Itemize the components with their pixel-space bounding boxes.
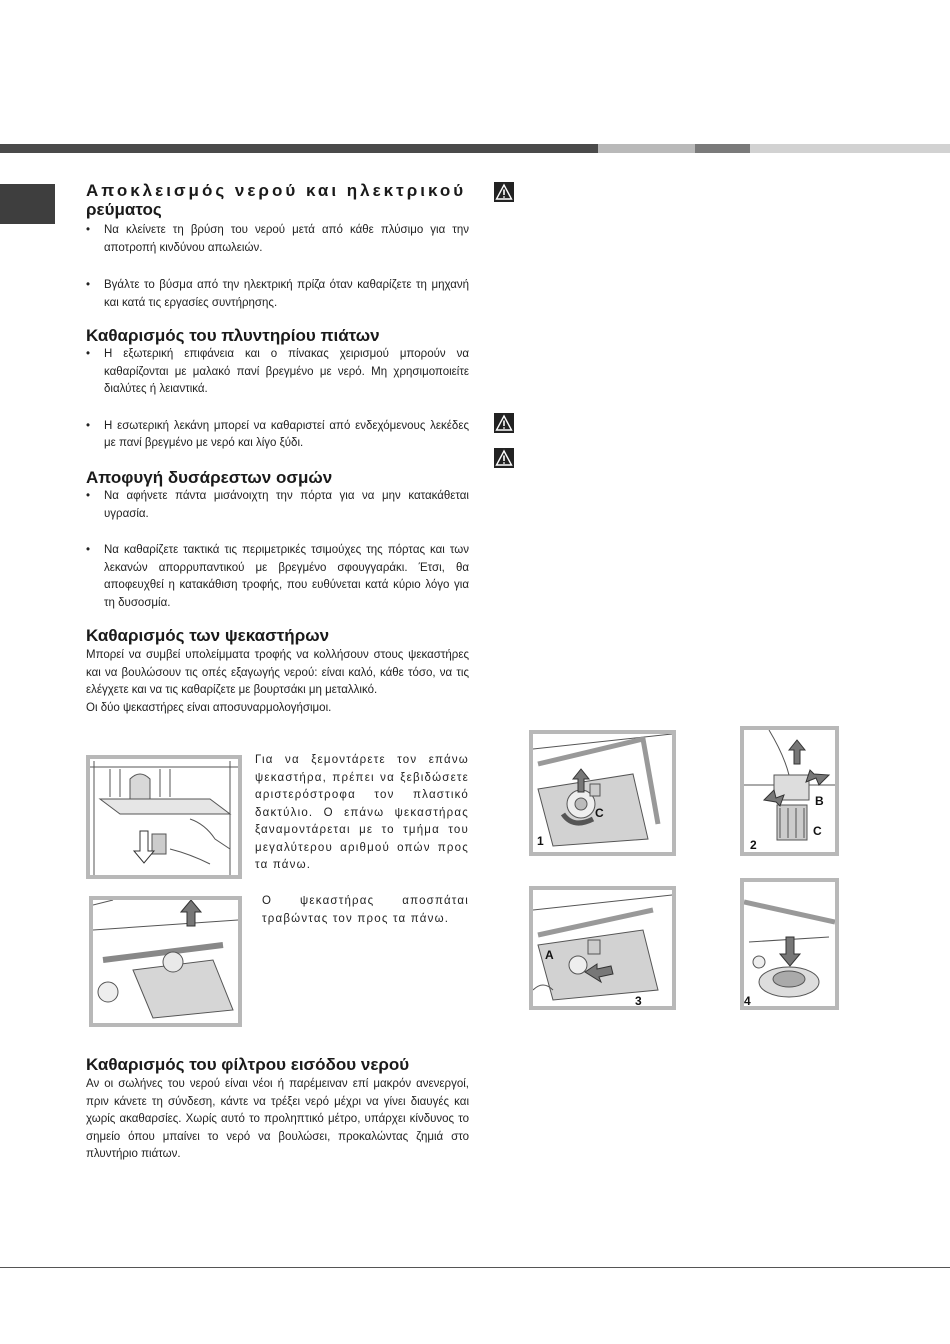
bullet-item: • Να αφήνετε πάντα μισάνοιχτη την πόρτα για να μην κατακάθεται υγρασία. xyxy=(86,488,469,523)
upper-arm-instructions: Για να ξεμοντάρετε τον επάνω ψεκαστήρα, πρέπει να ξεβιδώσετε αριστερόστροφα τον πλαστικό δακτύλιο. Ο επάνω ψεκαστήρας ξαναμοντάρεται με το τμήμα του μεγαλύτερου αριθμού οπών προς τα πάνω. xyxy=(255,754,469,871)
upper-arm-text-block xyxy=(255,752,469,875)
section-odours xyxy=(86,468,469,612)
section-tab xyxy=(0,184,55,224)
section-inlet-filter xyxy=(86,1055,469,1164)
body-paragraph: Αν οι σωλήνες του νερού είναι νέοι ή παρέμειναν επί μακρόν ανενεργοί, πριν κάνετε τη σύνδεση, κάντε να τρέξει νερό μέχρι να γίνει διαυγές και χωρίς ακαθαρσίες. Χωρίς αυτό το προληπτικό μέτρο, υπάρχει κίνδυνος το σημείο όπου μπαίνει το νερό να βουλώσει, προκαλώντας ζημιά στο πλυντήριο πιάτων. xyxy=(86,1078,469,1160)
header-bar xyxy=(0,144,950,153)
warning-triangle-icon xyxy=(494,448,514,468)
section-title: Καθαρισμός του πλυντηρίου πιάτων xyxy=(86,326,380,345)
body-paragraph: Μπορεί να συμβεί υπολείμματα τροφής να κολλήσουν στους ψεκαστήρες και να βουλώσουν τις οπές εξαγωγής νερού: είναι καλό, κάθε τόσο, να τις ελέγχετε και να τις καθαρίζετε με βουρτσάκι μη μεταλλικό. xyxy=(86,649,469,696)
bullet-item: • Να κλείνετε τη βρύση του νερού μετά από κάθε πλύσιμο για την αποτροπή κινδύνου απωλειών. xyxy=(86,222,469,257)
header-bar-light xyxy=(598,144,695,153)
lower-arm-instructions: Ο ψεκαστήρας αποσπάται τραβώντας τον προς τα πάνω. xyxy=(262,895,469,925)
figure-1 xyxy=(529,730,676,856)
body-paragraph: Οι δύο ψεκαστήρες είναι αποσυναρμολογήσιμοι. xyxy=(86,701,332,714)
bullet-item: • Η εσωτερική λεκάνη μπορεί να καθαριστεί από ενδεχόμενους λεκέδες με πανί βρεγμένο με νερό και λίγο ξύδι. xyxy=(86,418,469,453)
header-bar-dark xyxy=(0,144,598,153)
section-title: Καθαρισμός των ψεκαστήρων xyxy=(86,626,330,645)
section-title: Αποφυγή δυσάρεστων οσμών xyxy=(86,468,333,487)
figure-letter-c: C xyxy=(813,824,822,838)
header-bar-pale xyxy=(750,144,950,153)
footer-rule xyxy=(0,1267,950,1268)
bullet-item: • Βγάλτε το βύσμα από την ηλεκτρική πρίζα όταν καθαρίζετε τη μηχανή και κατά τις εργασίες συντήρησης. xyxy=(86,277,469,312)
figure-3 xyxy=(529,886,676,1010)
section-title: Καθαρισμός του φίλτρου εισόδου νερού xyxy=(86,1055,410,1074)
header-bar-mid xyxy=(695,144,750,153)
section-title: Αποκλεισμός νερού και ηλεκτρικού xyxy=(86,181,467,200)
warning-triangle-icon xyxy=(494,413,514,433)
section-shutoff xyxy=(86,181,469,312)
section-spray-arms xyxy=(86,626,469,717)
figure-4 xyxy=(740,878,839,1010)
figure-2 xyxy=(740,726,839,856)
figure-letter: C xyxy=(595,806,604,820)
upper-spray-arm-illustration xyxy=(86,755,242,879)
lower-arm-text-block xyxy=(262,893,469,928)
lower-spray-arm-illustration xyxy=(89,896,242,1027)
figure-letter-b: B xyxy=(815,794,824,808)
section-title-cont: ρεύματος xyxy=(86,200,162,219)
figure-number: 2 xyxy=(750,838,757,852)
section-cleaning xyxy=(86,326,469,453)
figure-letter: A xyxy=(545,948,554,962)
warning-triangle-icon xyxy=(494,182,514,202)
bullet-item: • Να καθαρίζετε τακτικά τις περιμετρικές τσιμούχες της πόρτας και των λεκανών απορρυπαντικού με βρεγμένο σφουγγαράκι. Έτσι, θα αποφευχθεί η κατακάθιση τροφής, που ευθύνεται κατά κύριο λόγο για τη δυσοσμία. xyxy=(86,542,469,612)
figure-number: 4 xyxy=(744,994,751,1008)
figure-number: 3 xyxy=(635,994,642,1008)
figure-number: 1 xyxy=(537,834,544,848)
bullet-item: • Η εξωτερική επιφάνεια και ο πίνακας χειρισμού μπορούν να καθαρίζονται με μαλακό πανί βρεγμένο με νερό. Μη χρησιμοποιείτε διαλύτες ή λειαντικά. xyxy=(86,346,469,399)
